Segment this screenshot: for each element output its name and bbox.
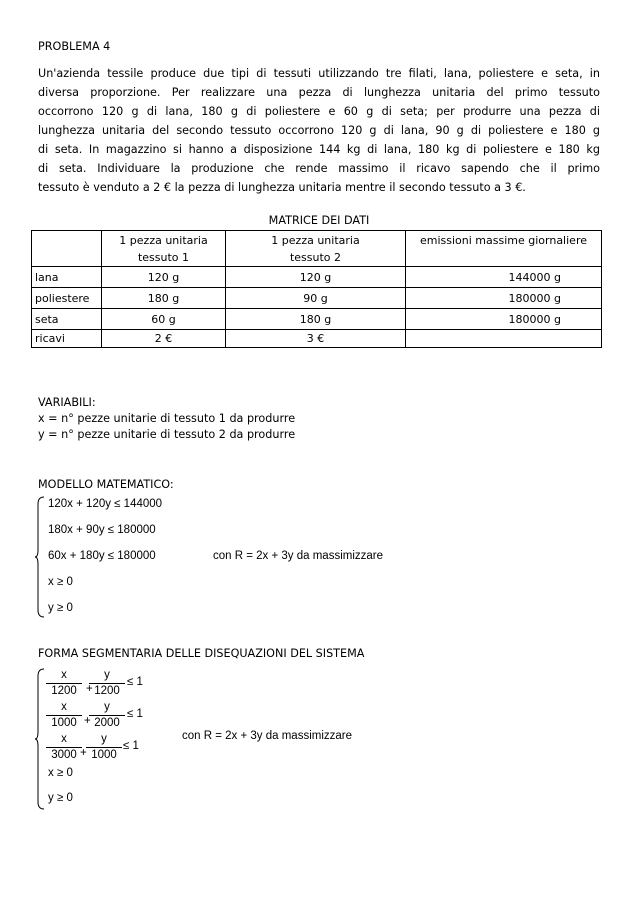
header-cell-empty <box>32 231 102 267</box>
plus-sign: + <box>84 715 91 727</box>
fraction: y 1200 <box>89 669 125 698</box>
header-cell-emissioni: emissioni massime giornaliere <box>406 231 602 267</box>
plus-sign: + <box>86 683 93 695</box>
fraction: y 2000 <box>89 701 125 730</box>
rhs: ≤ 1 <box>127 708 143 720</box>
variable-x: x = n° pezze unitarie di tessuto 1 da produrre <box>38 412 296 425</box>
row-label: ricavi <box>32 330 102 348</box>
constraint-lana: 120x + 120y ≤ 144000 <box>48 498 163 510</box>
variable-y: y = n° pezze unitarie di tessuto 2 da produrre <box>38 428 296 441</box>
problem-line: di seta. Individuare la produzione che rende massimo il ricavo sapendo che il primo <box>38 162 600 175</box>
left-brace-icon <box>34 496 46 618</box>
table-cell <box>406 330 602 348</box>
left-brace-icon <box>34 668 46 810</box>
problem-line: tessuto è venduto a 2 € la pezza di lunghezza unitaria mentre il secondo tessuto a 3 €. <box>38 181 526 194</box>
table-cell: 90 g <box>226 288 406 309</box>
table-cell: 180000 g <box>406 309 602 330</box>
fraction: x 1200 <box>46 669 82 698</box>
problem-line: occorrono 120 g di lana, 180 g di poliestere e 60 g di seta; per produrre una pezza di <box>38 105 600 118</box>
row-label: poliestere <box>32 288 102 309</box>
constraint-x-nonneg: x ≥ 0 <box>48 576 73 588</box>
table-cell: 120 g <box>226 267 406 288</box>
fraction: y 1000 <box>86 733 122 762</box>
header-cell-tessuto-2: 1 pezza unitaria tessuto 2 <box>226 231 406 267</box>
fraction: x 3000 <box>46 733 82 762</box>
plus-sign: + <box>80 747 87 759</box>
table-cell: 144000 g <box>406 267 602 288</box>
problem-line: lunghezza unitaria del secondo tessuto occorrono 120 g di lana, 90 g di poliestere e 180 g <box>38 124 600 137</box>
constraint-y-nonneg: y ≥ 0 <box>48 792 73 804</box>
constraint-x-nonneg: x ≥ 0 <box>48 767 73 779</box>
problem-statement <box>38 64 600 197</box>
variables-title: VARIABILI: <box>38 396 96 409</box>
rhs: ≤ 1 <box>127 676 143 688</box>
table-row <box>32 267 602 288</box>
data-matrix-table <box>31 230 602 348</box>
table-cell: 3 € <box>226 330 406 348</box>
table-cell: 180000 g <box>406 288 602 309</box>
objective-function: con R = 2x + 3y da massimizzare <box>182 730 353 742</box>
objective-function: con R = 2x + 3y da massimizzare <box>213 550 384 562</box>
matrix-title: MATRICE DEI DATI <box>268 214 370 227</box>
problem-line: Un'azienda tessile produce due tipi di tessuti utilizzando tre filati, lana, poliestere e seta, in <box>38 67 600 80</box>
rhs: ≤ 1 <box>123 740 139 752</box>
constraint-seta: 60x + 180y ≤ 180000 <box>48 550 156 562</box>
constraint-poliestere: 180x + 90y ≤ 180000 <box>48 524 156 536</box>
constraint-y-nonneg: y ≥ 0 <box>48 602 73 614</box>
row-label: lana <box>32 267 102 288</box>
table-header-row <box>32 231 602 267</box>
table-cell: 120 g <box>102 267 226 288</box>
segment-title: FORMA SEGMENTARIA DELLE DISEQUAZIONI DEL SISTEMA <box>38 647 365 660</box>
problem-line: diversa proporzione. Per realizzare una pezza di lunghezza unitaria del primo tessuto <box>38 86 600 99</box>
problem-title: PROBLEMA 4 <box>38 40 111 53</box>
model-title: MODELLO MATEMATICO: <box>38 478 174 491</box>
table-row <box>32 330 602 348</box>
table-cell: 2 € <box>102 330 226 348</box>
fraction: x 1000 <box>46 701 82 730</box>
header-cell-tessuto-1: 1 pezza unitaria tessuto 1 <box>102 231 226 267</box>
table-cell: 180 g <box>102 288 226 309</box>
problem-line: di seta. In magazzino si hanno a disposizione 144 kg di lana, 180 kg di poliestere e 180 kg <box>38 143 600 156</box>
table-cell: 180 g <box>226 309 406 330</box>
table-cell: 60 g <box>102 309 226 330</box>
row-label: seta <box>32 309 102 330</box>
table-row <box>32 309 602 330</box>
table-row <box>32 288 602 309</box>
